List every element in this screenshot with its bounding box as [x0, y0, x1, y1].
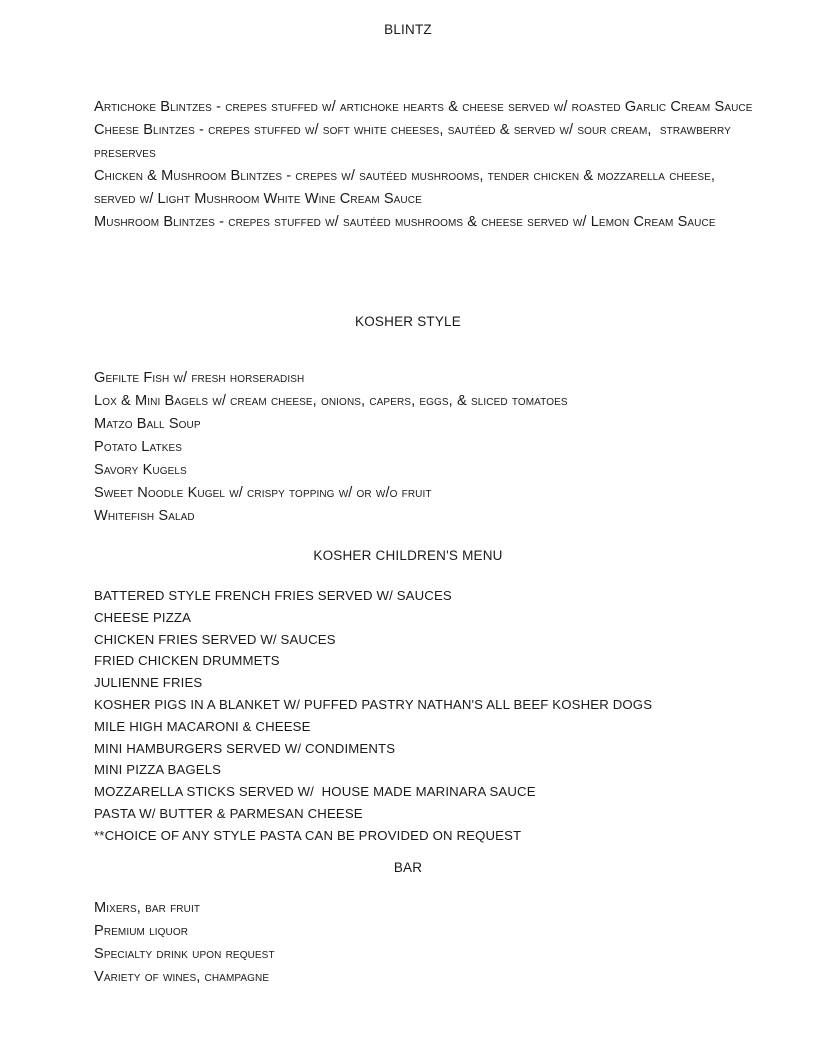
menu-item: Potato Latkes: [94, 439, 183, 455]
section-heading-kosher-childrens-menu: KOSHER CHILDREN'S MENU: [313, 548, 503, 563]
item-list-kosher-childrens-menu: [94, 585, 754, 847]
menu-item: MOZZARELLA STICKS SERVED W/ HOUSE MADE MARINARA SAUCE: [94, 784, 536, 800]
menu-item: CHEESE PIZZA: [94, 609, 192, 625]
menu-item: CHICKEN FRIES SERVED W/ SAUCES: [94, 631, 336, 647]
item-list-blintz: [94, 96, 754, 234]
section-heading-blintz: BLINTZ: [384, 22, 432, 37]
menu-item: Mixers, bar fruit: [94, 900, 201, 916]
menu-item: Cheese Blintzes - crepes stuffed w/ soft white cheeses, sautéed & served w/ sour cream, strawberry preserves: [94, 122, 736, 161]
menu-item: Sweet Noodle Kugel w/ crispy topping w/ or w/o fruit: [94, 485, 432, 501]
menu-item: KOSHER PIGS IN A BLANKET W/ PUFFED PASTRY NATHAN'S ALL BEEF KOSHER DOGS: [94, 696, 653, 712]
menu-item: FRIED CHICKEN DRUMMETS: [94, 653, 280, 669]
menu-item: MILE HIGH MACARONI & CHEESE: [94, 718, 311, 734]
section-heading-bar: BAR: [393, 860, 423, 875]
menu-item: Lox & Mini Bagels w/ cream cheese, onions, capers, eggs, & sliced tomatoes: [94, 393, 568, 409]
menu-item-note: **CHOICE OF ANY STYLE PASTA CAN BE PROVIDED ON REQUEST: [94, 827, 522, 843]
menu-item: BATTERED STYLE FRENCH FRIES SERVED W/ SAUCES: [94, 588, 452, 603]
menu-item: Specialty drink upon request: [94, 946, 275, 962]
menu-item: Chicken & Mushroom Blintzes - crepes w/ sautéed mushrooms, tender chicken & mozzarella cheese, served w/ Light Mushroom White Wine Cream Sauce: [94, 168, 720, 207]
section-heading-kosher-style: KOSHER STYLE: [355, 314, 461, 329]
menu-item: Artichoke Blintzes - crepes stuffed w/ artichoke hearts & cheese served w/ roasted Garlic Cream Sauce: [94, 99, 753, 115]
menu-item: PASTA W/ BUTTER & PARMESAN CHEESE: [94, 805, 363, 821]
menu-item: Variety of wines, champagne: [94, 969, 270, 985]
menu-item: JULIENNE FRIES: [94, 675, 203, 691]
menu-item: Premium liquor: [94, 923, 189, 939]
menu-item: Savory Kugels: [94, 462, 187, 478]
menu-item: Mushroom Blintzes - crepes stuffed w/ sautéed mushrooms & cheese served w/ Lemon Cream Sauce: [94, 214, 716, 230]
item-list-kosher-style: [94, 367, 754, 528]
menu-item: MINI HAMBURGERS SERVED W/ CONDIMENTS: [94, 740, 396, 756]
menu-item: Whitefish Salad: [94, 508, 195, 524]
menu-item: Matzo Ball Soup: [94, 416, 201, 432]
menu-item: Gefilte Fish w/ fresh horseradish: [94, 370, 305, 386]
menu-item: MINI PIZZA BAGELS: [94, 762, 222, 778]
item-list-bar: [94, 897, 754, 989]
